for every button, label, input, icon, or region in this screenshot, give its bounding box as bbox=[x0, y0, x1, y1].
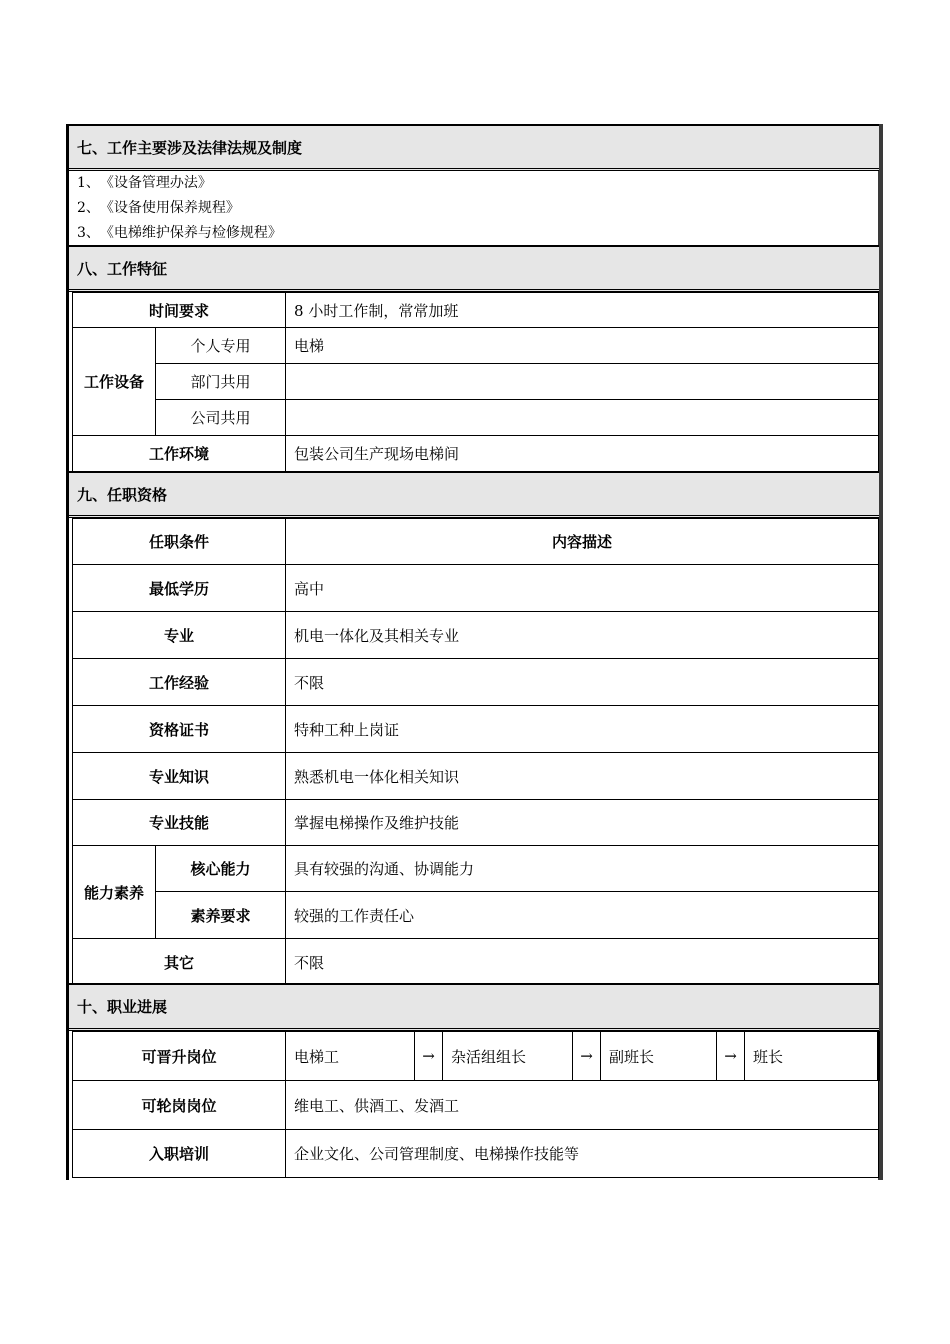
time-label: 时间要求 bbox=[73, 293, 286, 328]
skill-value: 掌握电梯操作及维护技能 bbox=[286, 800, 879, 846]
table-row bbox=[73, 939, 879, 986]
core-ability-label: 核心能力 bbox=[156, 846, 286, 892]
equipment-sub-label: 个人专用 bbox=[156, 328, 286, 364]
table-row bbox=[73, 612, 879, 659]
knowledge-value: 熟悉机电一体化相关知识 bbox=[286, 753, 879, 800]
law-item: 2、 《设备使用保养规程》 bbox=[77, 200, 240, 216]
environment-label: 工作环境 bbox=[73, 436, 286, 472]
qualifications-table bbox=[72, 518, 879, 986]
promotion-step: 副班长 bbox=[601, 1032, 717, 1081]
certificate-label: 资格证书 bbox=[73, 706, 286, 753]
time-value: 8 小时工作制，常常加班 bbox=[286, 293, 879, 328]
equipment-value: 电梯 bbox=[286, 328, 879, 364]
other-label: 其它 bbox=[73, 939, 286, 986]
education-value: 高中 bbox=[286, 565, 879, 612]
core-ability-value: 具有较强的沟通、协调能力 bbox=[286, 846, 879, 892]
table-row bbox=[73, 846, 879, 892]
section-8-header bbox=[69, 245, 879, 292]
equipment-label: 工作设备 bbox=[73, 328, 156, 436]
table-row bbox=[73, 706, 879, 753]
table-row bbox=[73, 328, 879, 364]
other-value: 不限 bbox=[286, 939, 879, 986]
arrow-icon: → bbox=[415, 1032, 443, 1081]
condition-column-header: 任职条件 bbox=[73, 519, 286, 565]
career-table bbox=[72, 1031, 880, 1178]
section-7-title: 七、工作主要涉及法律法规及制度 bbox=[77, 138, 303, 157]
promotion-step: 班长 bbox=[745, 1032, 879, 1081]
section-10-title: 十、职业进展 bbox=[77, 998, 168, 1016]
table-row bbox=[73, 892, 879, 939]
table-row bbox=[73, 400, 879, 436]
table-row bbox=[73, 753, 879, 800]
table-row bbox=[73, 1032, 879, 1081]
description-column-header: 内容描述 bbox=[286, 519, 879, 565]
major-label: 专业 bbox=[73, 612, 286, 659]
law-list bbox=[77, 171, 282, 246]
arrow-icon: → bbox=[717, 1032, 745, 1081]
rotation-value: 维电工、供酒工、发酒工 bbox=[286, 1081, 879, 1130]
table-row bbox=[73, 519, 879, 565]
section-9-header bbox=[69, 471, 879, 518]
table-row bbox=[73, 1081, 879, 1130]
section-7-header bbox=[69, 124, 879, 171]
job-description-document bbox=[66, 124, 882, 1180]
rotation-label: 可轮岗岗位 bbox=[73, 1081, 286, 1130]
experience-label: 工作经验 bbox=[73, 659, 286, 706]
table-row bbox=[73, 800, 879, 846]
quality-value: 较强的工作责任心 bbox=[286, 892, 879, 939]
certificate-value: 特种工种上岗证 bbox=[286, 706, 879, 753]
equipment-sub-label: 公司共用 bbox=[156, 400, 286, 436]
section-10-header bbox=[69, 983, 879, 1031]
ability-label: 能力素养 bbox=[73, 846, 156, 939]
law-item: 3、 《电梯维护保养与检修规程》 bbox=[77, 225, 282, 241]
table-row bbox=[73, 436, 879, 472]
training-value: 企业文化、公司管理制度、电梯操作技能等 bbox=[286, 1130, 879, 1178]
environment-value: 包装公司生产现场电梯间 bbox=[286, 436, 879, 472]
work-features-table bbox=[72, 292, 879, 472]
equipment-value bbox=[286, 400, 879, 436]
promotion-label: 可晋升岗位 bbox=[73, 1032, 286, 1081]
law-item: 1、 《设备管理办法》 bbox=[77, 175, 212, 191]
section-8-title: 八、工作特征 bbox=[77, 259, 168, 278]
major-value: 机电一体化及其相关专业 bbox=[286, 612, 879, 659]
knowledge-label: 专业知识 bbox=[73, 753, 286, 800]
skill-label: 专业技能 bbox=[73, 800, 286, 846]
table-row bbox=[73, 659, 879, 706]
table-row bbox=[73, 565, 879, 612]
table-row bbox=[73, 364, 879, 400]
training-label: 入职培训 bbox=[73, 1130, 286, 1178]
promotion-step: 杂活组组长 bbox=[443, 1032, 573, 1081]
section-9-title: 九、任职资格 bbox=[77, 485, 168, 504]
education-label: 最低学历 bbox=[73, 565, 286, 612]
equipment-value bbox=[286, 364, 879, 400]
arrow-icon: → bbox=[573, 1032, 601, 1081]
quality-label: 素养要求 bbox=[156, 892, 286, 939]
table-row bbox=[73, 1130, 879, 1178]
equipment-sub-label: 部门共用 bbox=[156, 364, 286, 400]
experience-value: 不限 bbox=[286, 659, 879, 706]
promotion-step: 电梯工 bbox=[286, 1032, 415, 1081]
table-row bbox=[73, 293, 879, 328]
